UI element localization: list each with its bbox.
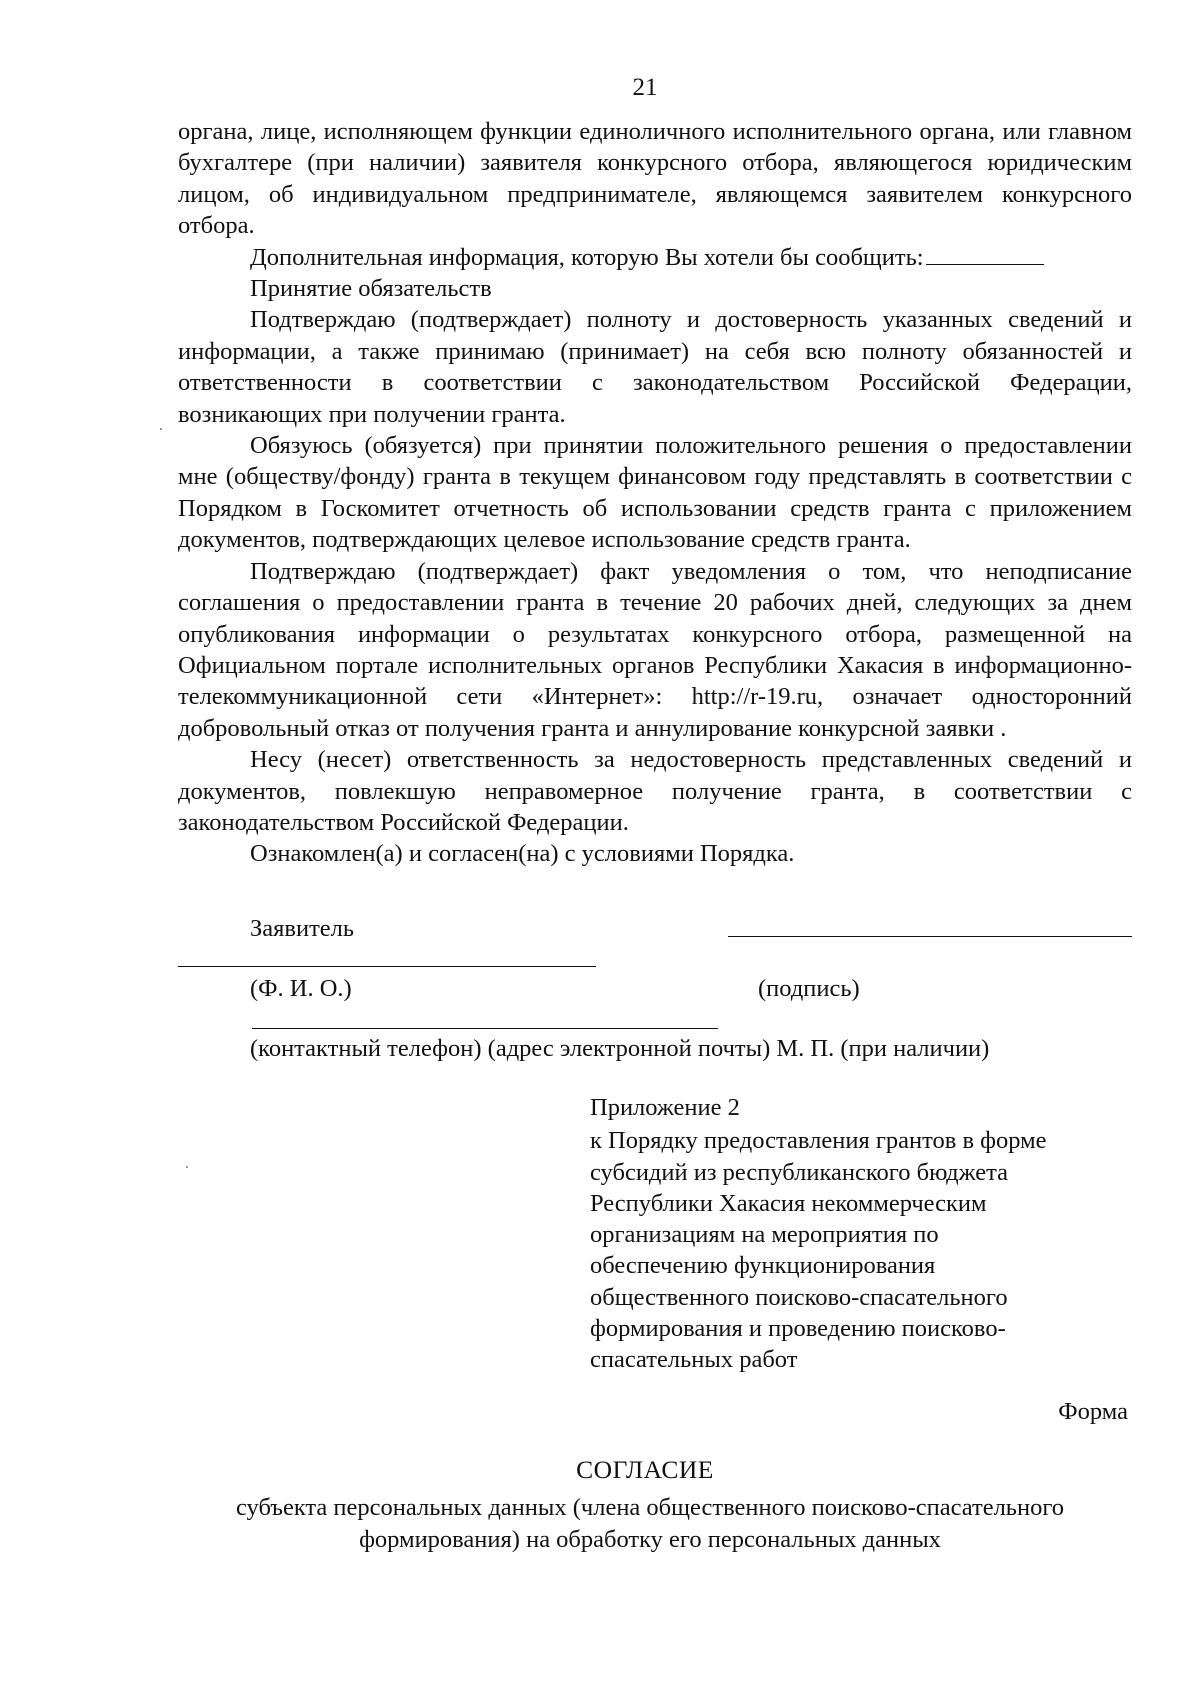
signature-line	[728, 936, 1132, 937]
body-text	[178, 116, 1132, 870]
additional-info-blank	[926, 244, 1044, 265]
appendix-line: общественного поисково-спасательного	[590, 1283, 1008, 1311]
appendix-line: Республики Хакасия некоммерческим	[590, 1189, 987, 1217]
scan-speck	[186, 1166, 188, 1168]
appendix-line: спасательных работ	[590, 1346, 798, 1374]
obligations-heading: Принятие обязательств	[250, 275, 492, 303]
fio-line	[178, 966, 596, 967]
page-number: 21	[632, 74, 658, 101]
paragraph-confirm-completeness: Подтверждаю (подтверждает) полноту и достоверность указанных сведений и информации, а также принимаю (принимает) на себя всю полноту обязанностей и ответственности в соответствии с законодательством Российской Федерации, возникающих при получении гранта.	[178, 306, 1132, 428]
fio-label: (Ф. И. О.)	[250, 975, 352, 1002]
signature-caption: (подпись)	[758, 975, 860, 1002]
contacts-label: (контактный телефон) (адрес электронной почты) М. П. (при наличии)	[250, 1035, 990, 1062]
additional-info-label: Дополнительная информация, которую Вы хотели бы сообщить:	[250, 243, 924, 271]
paragraph-responsibility: Несу (несет) ответственность за недостоверность представленных сведений и документов, повлекшую неправомерное получение гранта, в соответствии с законодательством Российской Федерации.	[178, 746, 1132, 836]
paragraph-acknowledgement: Ознакомлен(а) и согласен(на) с условиями Порядка.	[250, 840, 795, 868]
appendix-line: субсидий из республиканского бюджета	[590, 1158, 1008, 1186]
appendix-line: обеспечению функционирования	[590, 1252, 936, 1280]
consent-title: СОГЛАСИЕ	[576, 1455, 714, 1484]
paragraph-applicant-info: органа, лице, исполняющем функции единоличного исполнительного органа, или главном бухгалтере (при наличии) заявителя конкурсного отбора, являющегося юридическим лицом, об индивидуальном предпринимателе, являющемся заявителем конкурсного отбора.	[178, 118, 1132, 240]
form-label: Форма	[1058, 1398, 1128, 1425]
paragraph-notification: Подтверждаю (подтверждает) факт уведомления о том, что неподписание соглашения о предоставлении гранта в течение 20 рабочих дней, следующих за днем опубликования информации о результатах конкурсного отбора, размещенной на Официальном портале исполнительных органов Республики Хакасия в информационно-телекоммуникационной сети «Интернет»: http://r-19.ru, означает односторонний добровольный отказ от получения гранта и аннулирование конкурсной заявки .	[178, 557, 1132, 742]
consent-subtitle: субъекта персональных данных (члена общественного поисково-спасательного формирования) на обработку его персональных данных	[235, 1494, 1065, 1553]
contacts-line	[252, 1028, 718, 1029]
appendix-line: организациям на мероприятия по	[590, 1221, 939, 1249]
scan-speck	[160, 428, 162, 430]
applicant-label: Заявитель	[250, 915, 355, 942]
paragraph-reporting-obligation: Обязуюсь (обязуется) при принятии положительного решения о предоставлении мне (обществу/фонду) гранта в текущем финансовом году представлять в соответствии с Порядком в Госкомитет отчетность об использовании средств гранта с приложением документов, подтверждающих целевое использование средств гранта.	[178, 432, 1132, 554]
appendix-title: Приложение 2	[590, 1094, 740, 1121]
appendix-block	[590, 1092, 1110, 1376]
appendix-line: формирования и проведению поисково-	[590, 1315, 1006, 1343]
paragraph-additional-info	[178, 242, 1132, 273]
appendix-line: к Порядку предоставления грантов в форме	[590, 1127, 1047, 1155]
